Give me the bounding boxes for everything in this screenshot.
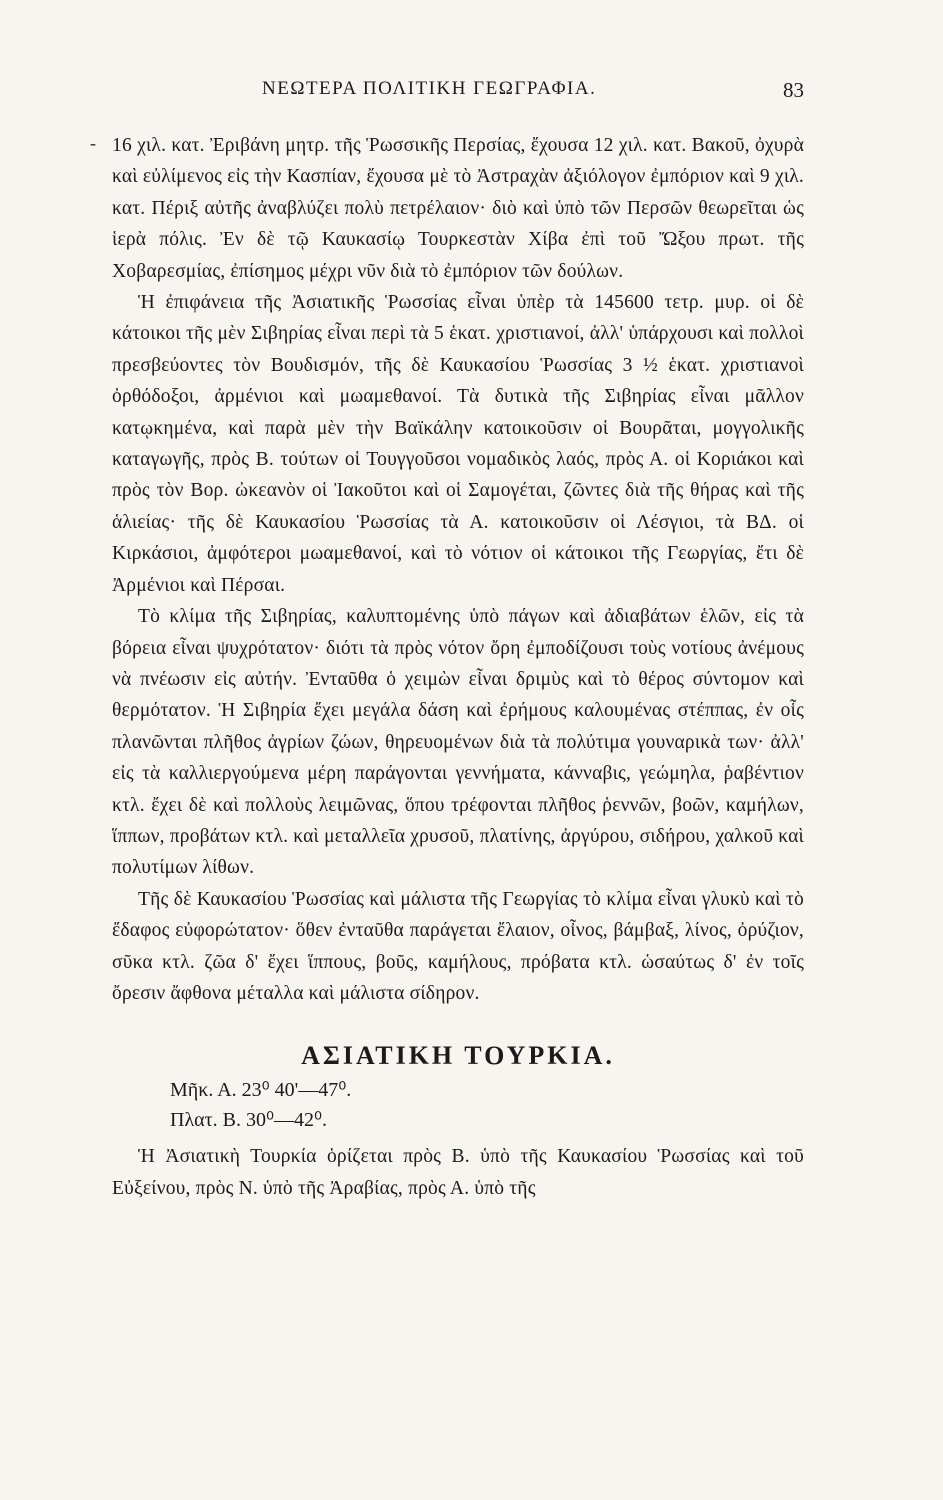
running-head-title: ΝΕΩΤΕΡΑ ΠΟΛΙΤΙΚΗ ΓΕΩΓΡΑΦΙΑ. [262, 78, 597, 99]
margin-mark: - [90, 133, 96, 153]
section-title: ΑΣΙΑΤΙΚΗ ΤΟΥΡΚΙΑ. [301, 1041, 615, 1071]
running-head [112, 78, 804, 108]
longitude-line: Μῆκ. Α. 23⁰ 40'—47⁰. [170, 1079, 352, 1102]
latitude-line: Πλατ. Β. 30⁰—42⁰. [170, 1109, 328, 1132]
paragraph-turkey-opening: Ἡ Ἀσιατικὴ Τουρκία ὁρίζεται πρὸς Β. ὑπὸ τῆς Καυκασίου Ῥωσσίας καὶ τοῦ Εὐξείνου, πρὸς Ν. ὑπὸ τῆς Ἀραβίας, πρὸς Α. ὑπὸ τῆς [112, 1146, 804, 1199]
page-body [112, 78, 804, 1204]
paragraph-caucasus-climate: Τῆς δὲ Καυκασίου Ῥωσσίας καὶ μάλιστα τῆς Γεωργίας τὸ κλίμα εἶναι γλυκὺ καὶ τὸ ἔδαφος εὐφορώτατον· ὅθεν ἐνταῦθα παράγεται ἔλαιον, οἶνος, βάμβαξ, λίνος, ὀρύζιον, σῦκα κτλ. ζῶα δ' ἔχει ἵππους, βοῦς, καμήλους, πρόβατα κτλ. ὡσαύτως δ' ἐν τοῖς ὄρεσιν ἄφθονα μέταλλα καὶ μάλιστα σίδηρον. [112, 888, 804, 1004]
paragraph-population: Ἡ ἐπιφάνεια τῆς Ἀσιατικῆς Ῥωσσίας εἶναι ὑπὲρ τὰ 145600 τετρ. μυρ. οἱ δὲ κάτοικοι τῆς μὲν Σιβηρίας εἶναι περὶ τὰ 5 ἑκατ. χριστιανοί, ἀλλ' ὑπάρχουσι καὶ πολλοὶ πρεσβεύοντες τὸν Βουδισμόν, τῆς δὲ Καυκασίου Ῥωσσίας 3 ½ ἑκατ. χριστιανοὶ ὀρθόδοξοι, ἀρμένιοι καὶ μωαμεθανοί. Τὰ δυτικὰ τῆς Σιβηρίας εἶναι μᾶλλον κατῳκημένα, καὶ παρὰ μὲν τὴν Βαϊκάλην κατοικοῦσιν οἱ Βουρᾶται, μογγολικῆς καταγωγῆς, πρὸς Β. τούτων οἱ Τουγγοῦσοι νομαδικὸς λαός, πρὸς Α. οἱ Κοριάκοι καὶ πρὸς τὸν Βορ. ὠκεανὸν οἱ Ἰακοῦτοι καὶ οἱ Σαμογέται, ζῶντες διὰ τῆς θήρας καὶ τῆς ἁλιείας· τῆς δὲ Καυκασίου Ῥωσσίας τὰ Α. κατοικοῦσιν οἱ Λέσγιοι, τὰ ΒΔ. οἱ Κιρκάσιοι, ἀμφότεροι μωαμεθανοί, καὶ τὸ νότιον οἱ κάτοικοι τῆς Γεωργίας, ἔτι δὲ Ἀρμένιοι καὶ Πέρσαι. [112, 292, 804, 596]
page-number: 83 [783, 78, 804, 102]
paragraph-siberia-climate: Τὸ κλίμα τῆς Σιβηρίας, καλυπτομένης ὑπὸ πάγων καὶ ἀδιαβάτων ἑλῶν, εἰς τὰ βόρεια εἶναι ψυχρότατον· διότι τὰ πρὸς νότον ὄρη ἐμποδίζουσι τοὺς νοτίους ἀνέμους νὰ πνέωσιν εἰς αὐτήν. Ἐνταῦθα ὁ χειμὼν εἶναι δριμὺς καὶ τὸ θέρος σύντομον καὶ θερμότατον. Ἡ Σιβηρία ἔχει μεγάλα δάση καὶ ἐρήμους καλουμένας στέππας, ἐν οἷς πλανῶνται πλῆθος ἀγρίων ζώων, θηρευομένων διὰ τὰ πολύτιμα γουναρικὰ των· ἀλλ' εἰς τὰ καλλιεργούμενα μέρη παράγονται γεννήματα, κάνναβις, γεώμηλα, ῥαβέντιον κτλ. ἔχει δὲ καὶ πολλοὺς λειμῶνας, ὅπου τρέφονται πλῆθος ῥεννῶν, βοῶν, καμήλων, ἵππων, προβάτων κτλ. καὶ μεταλλεῖα χρυσοῦ, πλατίνης, ἀργύρου, σιδήρου, χαλκοῦ καὶ πολυτίμων λίθων. [112, 606, 804, 879]
section-coordinates [170, 1075, 804, 1135]
paragraph-cities: 16 χιλ. κατ. Ἐριβάνη μητρ. τῆς Ῥωσσικῆς Περσίας, ἔχουσα 12 χιλ. κατ. Βακοῦ, ὀχυρὰ καὶ εὐλίμενος εἰς τὴν Κασπίαν, ἔχουσα μὲ τὸ Ἀστραχὰν ἀξιόλογον ἐμπόριον καὶ 9 χιλ. κατ. Πέριξ αὐτῆς ἀναβλύζει πολὺ πετρέλαιον· διὸ καὶ ὑπὸ τῶν Περσῶν θεωρεῖται ὡς ἱερὰ πόλις. Ἐν δὲ τῷ Καυκασίῳ Τουρκεστὰν Χίβα ἐπὶ τοῦ Ὤξου πρωτ. τῆς Χοβαρεσμίας, ἐπίσημος μέχρι νῦν διὰ τὸ ἐμπόριον τῶν δούλων. [112, 135, 804, 282]
